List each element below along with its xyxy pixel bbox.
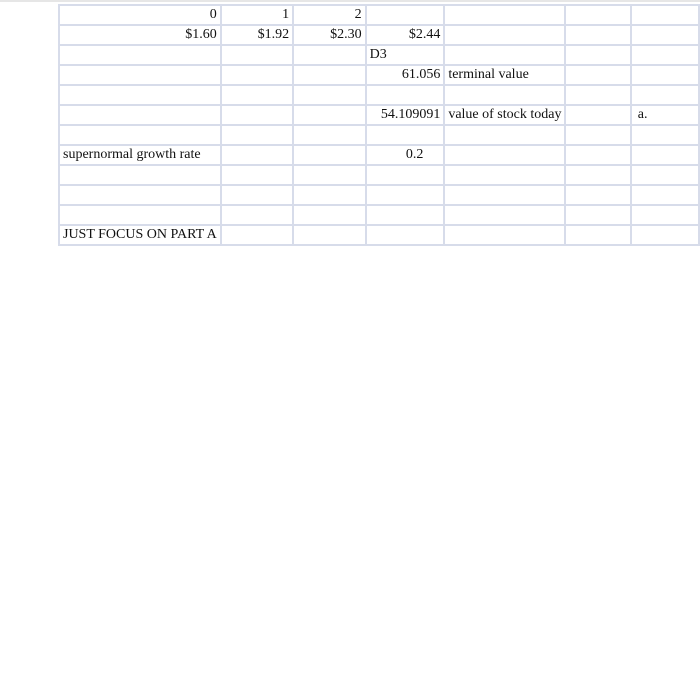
cell-empty[interactable] <box>444 225 565 245</box>
cell-empty[interactable] <box>565 85 630 105</box>
cell-empty[interactable] <box>293 165 365 185</box>
cell-stock-value-label[interactable]: value of stock today <box>444 105 565 125</box>
cell-empty[interactable] <box>444 45 565 65</box>
cell-empty[interactable] <box>631 205 699 225</box>
cell-empty[interactable] <box>631 225 699 245</box>
cell-empty[interactable] <box>221 145 293 165</box>
cell-empty[interactable] <box>293 65 365 85</box>
cell-empty[interactable] <box>444 185 565 205</box>
cell-period-0[interactable]: 0 <box>59 5 221 25</box>
cell-empty[interactable] <box>221 185 293 205</box>
cell-growth-rate-label[interactable]: supernormal growth rate <box>59 145 221 165</box>
row-8 <box>59 145 699 165</box>
cell-empty[interactable] <box>631 5 699 25</box>
row-4 <box>59 65 699 85</box>
cell-empty[interactable] <box>565 165 630 185</box>
cell-empty[interactable] <box>293 225 365 245</box>
cell-empty[interactable] <box>444 145 565 165</box>
cell-empty[interactable] <box>631 145 699 165</box>
cell-empty[interactable] <box>59 105 221 125</box>
cell-empty[interactable] <box>293 85 365 105</box>
row-1 <box>59 5 699 25</box>
cell-empty[interactable] <box>59 65 221 85</box>
cell-empty[interactable] <box>366 125 445 145</box>
cell-empty[interactable] <box>293 205 365 225</box>
cell-empty[interactable] <box>293 105 365 125</box>
cell-empty[interactable] <box>221 65 293 85</box>
cell-empty[interactable] <box>293 45 365 65</box>
row-10 <box>59 185 699 205</box>
cell-empty[interactable] <box>565 225 630 245</box>
cell-empty[interactable] <box>221 85 293 105</box>
cell-dividend-3[interactable]: $2.44 <box>366 25 445 45</box>
cell-terminal-value-label[interactable]: terminal value <box>444 65 565 85</box>
cell-empty[interactable] <box>565 125 630 145</box>
row-3 <box>59 45 699 65</box>
row-12 <box>59 225 699 245</box>
cell-empty[interactable] <box>221 125 293 145</box>
row-11 <box>59 205 699 225</box>
cell-empty[interactable] <box>221 205 293 225</box>
cell-empty[interactable] <box>631 65 699 85</box>
cell-empty[interactable] <box>565 185 630 205</box>
cell-period-2[interactable]: 2 <box>293 5 365 25</box>
spreadsheet-grid <box>58 4 700 246</box>
cell-empty[interactable] <box>366 85 445 105</box>
row-7 <box>59 125 699 145</box>
cell-stock-value-number[interactable]: 54.109091 <box>366 105 445 125</box>
cell-empty[interactable] <box>59 185 221 205</box>
cell-empty[interactable] <box>221 105 293 125</box>
cell-empty[interactable] <box>293 125 365 145</box>
cell-growth-rate-value[interactable]: 0.2 <box>366 145 445 165</box>
cell-empty[interactable] <box>631 185 699 205</box>
cell-empty[interactable] <box>221 45 293 65</box>
cell-empty[interactable] <box>293 145 365 165</box>
cell-empty[interactable] <box>565 5 630 25</box>
cell-instruction-note[interactable]: JUST FOCUS ON PART A <box>59 225 221 245</box>
cell-empty[interactable] <box>444 25 565 45</box>
cell-empty[interactable] <box>565 25 630 45</box>
cell-empty[interactable] <box>631 25 699 45</box>
row-2 <box>59 25 699 45</box>
cell-empty[interactable] <box>59 85 221 105</box>
cell-empty[interactable] <box>631 125 699 145</box>
cell-empty[interactable] <box>366 5 445 25</box>
cell-empty[interactable] <box>444 165 565 185</box>
cell-empty[interactable] <box>59 45 221 65</box>
cell-empty[interactable] <box>221 165 293 185</box>
cell-empty[interactable] <box>221 225 293 245</box>
cell-empty[interactable] <box>565 205 630 225</box>
cell-dividend-0[interactable]: $1.60 <box>59 25 221 45</box>
cell-empty[interactable] <box>444 85 565 105</box>
cell-empty[interactable] <box>631 85 699 105</box>
cell-empty[interactable] <box>444 205 565 225</box>
cell-empty[interactable] <box>366 225 445 245</box>
cell-terminal-value-number[interactable]: 61.056 <box>366 65 445 85</box>
row-6 <box>59 105 699 125</box>
row-9 <box>59 165 699 185</box>
cell-empty[interactable] <box>366 165 445 185</box>
cell-empty[interactable] <box>565 145 630 165</box>
cell-dividend-2[interactable]: $2.30 <box>293 25 365 45</box>
cell-dividend-1[interactable]: $1.92 <box>221 25 293 45</box>
top-divider <box>0 0 700 2</box>
cell-empty[interactable] <box>59 125 221 145</box>
cell-empty[interactable] <box>565 45 630 65</box>
cell-part-a-marker[interactable]: a. <box>631 105 699 125</box>
cell-empty[interactable] <box>366 185 445 205</box>
cell-empty[interactable] <box>444 125 565 145</box>
cell-empty[interactable] <box>565 105 630 125</box>
cell-empty[interactable] <box>293 185 365 205</box>
cell-empty[interactable] <box>59 205 221 225</box>
cell-empty[interactable] <box>631 165 699 185</box>
cell-empty[interactable] <box>59 165 221 185</box>
cell-empty[interactable] <box>444 5 565 25</box>
cell-empty[interactable] <box>565 65 630 85</box>
cell-period-1[interactable]: 1 <box>221 5 293 25</box>
cell-empty[interactable] <box>631 45 699 65</box>
cell-empty[interactable] <box>366 205 445 225</box>
cell-d3-label[interactable]: D3 <box>366 45 445 65</box>
row-5 <box>59 85 699 105</box>
